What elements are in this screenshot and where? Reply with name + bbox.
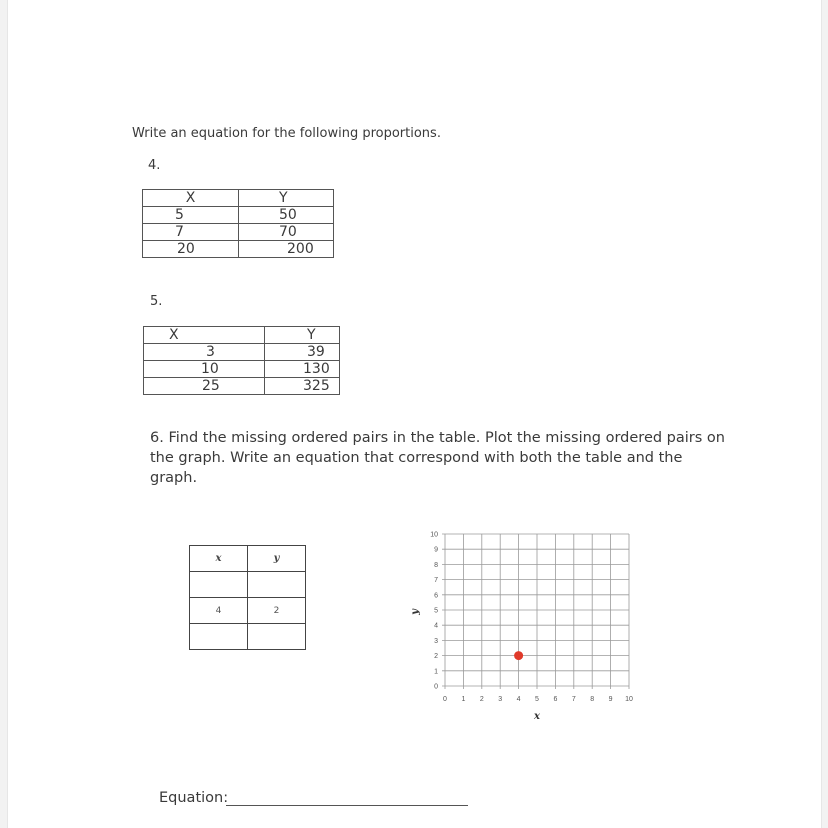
equation-label: Equation: bbox=[159, 790, 229, 806]
cell-x: 5 bbox=[175, 207, 184, 223]
problem-4-number: 4. bbox=[148, 158, 161, 173]
table-header-row bbox=[144, 327, 340, 344]
svg-text:1: 1 bbox=[461, 696, 466, 703]
chart-gridlines bbox=[442, 534, 629, 689]
table-header-row bbox=[190, 546, 306, 572]
problem-6-table bbox=[189, 545, 306, 650]
header-y: Y bbox=[307, 327, 316, 343]
empty-cell-y[interactable] bbox=[248, 624, 306, 650]
svg-text:7: 7 bbox=[571, 696, 576, 703]
svg-text:4: 4 bbox=[516, 696, 521, 703]
header-y: y bbox=[273, 553, 280, 564]
svg-text:6: 6 bbox=[434, 592, 438, 600]
svg-text:0: 0 bbox=[434, 683, 438, 691]
y-axis-label: y bbox=[410, 609, 421, 615]
cell-x: 25 bbox=[202, 378, 220, 394]
table-row bbox=[143, 241, 334, 258]
header-x: X bbox=[169, 327, 179, 343]
svg-text:1: 1 bbox=[434, 668, 438, 676]
svg-text:8: 8 bbox=[590, 696, 595, 703]
header-x: x bbox=[215, 553, 222, 564]
svg-text:7: 7 bbox=[434, 577, 438, 585]
table-header-row bbox=[143, 190, 334, 207]
coordinate-grid-chart[interactable] bbox=[400, 520, 650, 730]
x-axis-ticks bbox=[443, 696, 633, 703]
cell-y: 50 bbox=[279, 207, 297, 223]
x-axis-label: x bbox=[534, 711, 540, 722]
svg-text:9: 9 bbox=[608, 696, 613, 703]
cell-x: 20 bbox=[177, 241, 195, 257]
plotted-point bbox=[514, 651, 523, 660]
svg-text:4: 4 bbox=[434, 622, 438, 630]
cell-y: 70 bbox=[279, 224, 297, 240]
svg-text:3: 3 bbox=[434, 637, 438, 645]
table-row bbox=[144, 378, 340, 395]
svg-text:8: 8 bbox=[434, 561, 438, 569]
table-row bbox=[144, 344, 340, 361]
y-axis-ticks bbox=[430, 532, 438, 691]
cell-x: 7 bbox=[175, 224, 184, 240]
equation-answer-line[interactable] bbox=[226, 805, 468, 806]
cell-y: 39 bbox=[307, 344, 325, 360]
cell-y: 325 bbox=[303, 378, 330, 394]
svg-text:10: 10 bbox=[430, 531, 438, 539]
table-row bbox=[143, 207, 334, 224]
svg-text:10: 10 bbox=[625, 696, 633, 703]
table-row bbox=[190, 572, 306, 598]
problem-5-table bbox=[143, 326, 340, 395]
empty-cell-x[interactable] bbox=[190, 572, 248, 598]
svg-text:2: 2 bbox=[434, 653, 438, 661]
table-row bbox=[143, 224, 334, 241]
table-row bbox=[190, 598, 306, 624]
instructions-text: Write an equation for the following proportions. bbox=[132, 126, 441, 141]
empty-cell-x[interactable] bbox=[190, 624, 248, 650]
svg-text:2: 2 bbox=[479, 696, 484, 703]
cell-y: 2 bbox=[273, 605, 280, 616]
problem-6-text: 6. Find the missing ordered pairs in the table. Plot the missing ordered pairs on the graph. Write an equation that correspond with both the table and the graph. bbox=[150, 430, 725, 486]
svg-text:5: 5 bbox=[535, 696, 539, 703]
svg-text:6: 6 bbox=[553, 696, 558, 703]
problem-4-table bbox=[142, 189, 334, 258]
header-y: Y bbox=[279, 190, 288, 206]
svg-text:0: 0 bbox=[443, 696, 447, 703]
cell-y: 130 bbox=[303, 361, 330, 377]
svg-text:9: 9 bbox=[434, 546, 438, 554]
cell-x: 3 bbox=[206, 344, 215, 360]
table-row bbox=[190, 624, 306, 650]
svg-text:3: 3 bbox=[498, 696, 503, 703]
cell-x: 10 bbox=[201, 361, 219, 377]
problem-5-number: 5. bbox=[150, 294, 163, 309]
svg-text:5: 5 bbox=[434, 607, 438, 615]
table-row bbox=[144, 361, 340, 378]
plotted-points bbox=[514, 651, 523, 660]
cell-y: 200 bbox=[287, 241, 314, 257]
header-x: X bbox=[185, 190, 196, 206]
empty-cell-y[interactable] bbox=[248, 572, 306, 598]
cell-x: 4 bbox=[215, 605, 222, 616]
